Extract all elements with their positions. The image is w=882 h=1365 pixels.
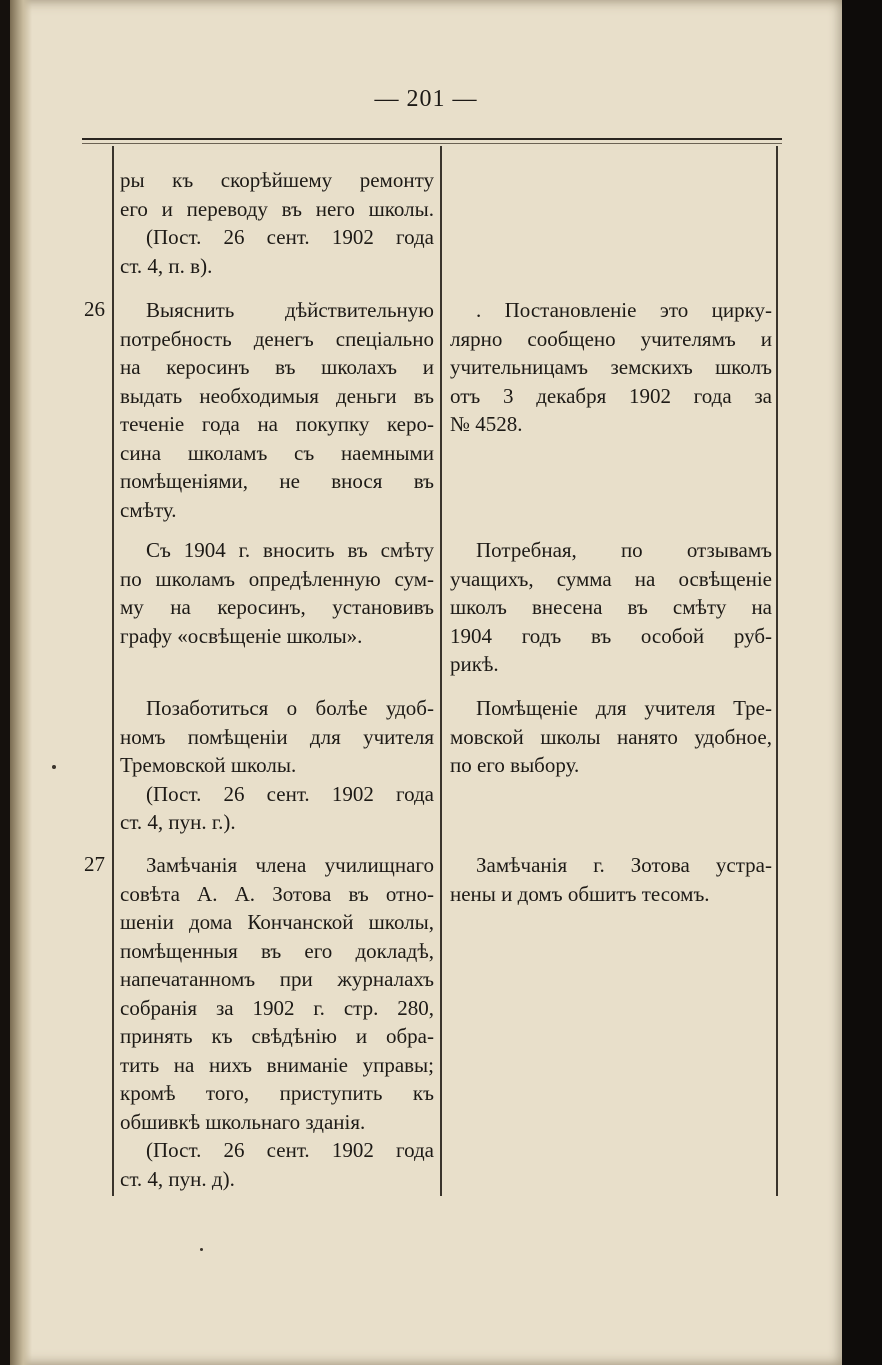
decision-text: ры къ скорѣйшему ремонту его и переводу въ него школы. (Пост. 26 сент. 1902 года ст. 4, п. в).	[120, 168, 434, 278]
decision-text: Замѣчанія члена училищнаго совѣта А. А. Зотова въ отно- шеніи дома Кончанской школы, помѣщенныя въ его докладѣ, напечатанномъ при журналахъ собранія за 1902 г. стр. 280, принять къ свѣдѣнію и обра- тить на нихъ вниманіе управы; кромѣ того, приступить къ обшивкѣ школьнаго зданія. (Пост. 26 сент. 1902 года ст. 4, пун. д).	[120, 853, 434, 1191]
column-divider-right	[776, 146, 778, 1196]
column-divider-number	[112, 146, 114, 1196]
column-divider-middle	[440, 146, 442, 1196]
decision-text: Позаботиться о болѣе удоб- номъ помѣщеніи для учителя Тремовской школы. (Пост. 26 сент. 1902 года ст. 4, пун. г.).	[120, 696, 434, 834]
item-number: 27	[84, 852, 105, 876]
decision-text: Съ 1904 г. вносить въ смѣту по школамъ опредѣленную сум- му на керосинъ, установивъ графу «освѣщеніе школы».	[120, 538, 434, 648]
decision-text: Выяснить дѣйствительную потребность денегъ спеціально на керосинъ въ школахъ и выдать необходимыя деньги въ теченіе года на покупку керо- сина школамъ съ наемными помѣщеніями, не внося въ смѣту.	[120, 298, 434, 522]
scan-left-edge	[0, 0, 10, 1365]
execution-text: Замѣчанія г. Зотова устра- нены и домъ обшитъ тесомъ.	[450, 853, 772, 906]
execution-text: Помѣщеніе для учителя Тре- мовской школы нанято удобное, по его выбору.	[450, 696, 772, 777]
table-top-rule-thin	[82, 143, 782, 144]
ink-spot	[52, 765, 56, 769]
execution-text: . Постановленіе это цирку- лярно сообщено учителямъ и учительницамъ земскихъ школъ отъ 3 декабря 1902 года за № 4528.	[450, 298, 772, 436]
spine-shadow	[10, 0, 32, 1365]
ink-spot	[200, 1248, 203, 1251]
page-number: — 201 —	[374, 86, 478, 112]
table-top-rule	[82, 138, 782, 140]
scan-right-edge	[842, 0, 882, 1365]
execution-text: Потребная, по отзывамъ учащихъ, сумма на освѣщеніе школъ внесена въ смѣту на 1904 годъ въ особой руб- рикѣ.	[450, 538, 772, 676]
item-number: 26	[84, 297, 105, 321]
